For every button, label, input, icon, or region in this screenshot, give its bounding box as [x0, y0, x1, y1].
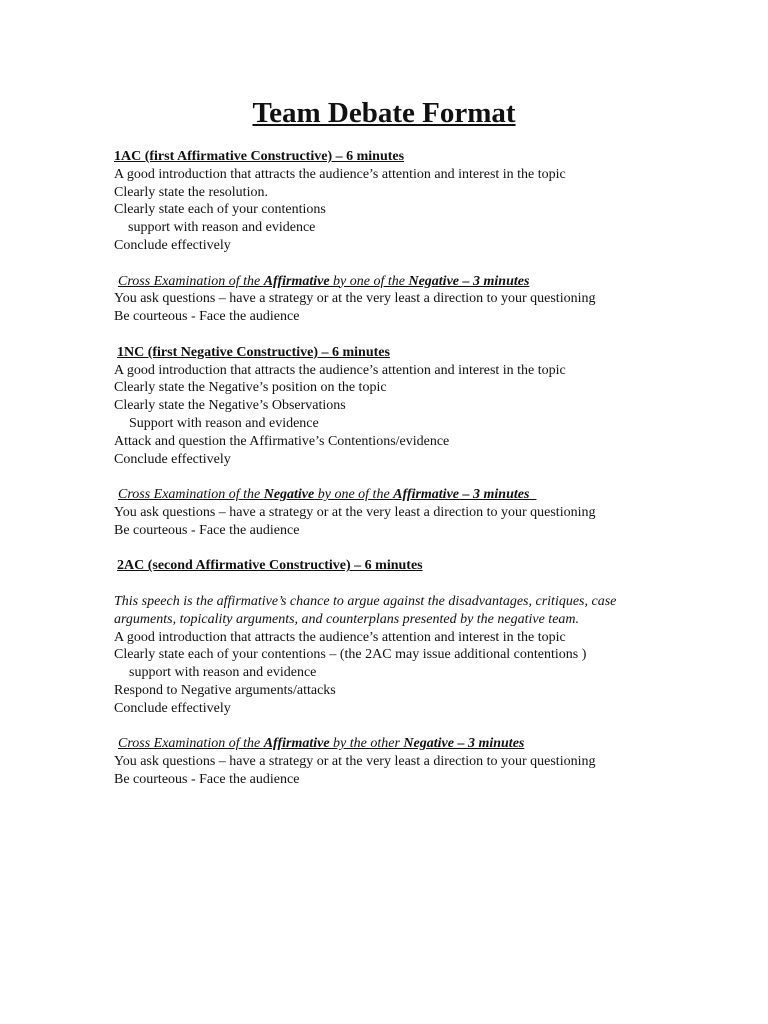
spacer [114, 718, 674, 736]
italic-note-line: This speech is the affirmative’s chance to argue against the disadvantages, critiques, case [114, 593, 617, 609]
cross-exam-heading-3 [114, 735, 674, 753]
italic-note-line: arguments, topicality arguments, and counterplans presented by the negative team. [114, 611, 580, 627]
body-line: Clearly state each of your contentions – (the 2AC may issue additional contentions ) [114, 647, 587, 663]
body-line: Be courteous - Face the audience [114, 771, 300, 787]
body-line: You ask questions – have a strategy or at the very least a direction to your questioning [114, 504, 596, 520]
section-heading-2ac: 2AC (second Affirmative Constructive) – 6 minutes [117, 558, 423, 574]
body-line: Respond to Negative arguments/attacks [114, 682, 336, 698]
body-line: Be courteous - Face the audience [114, 522, 300, 538]
body-line: A good introduction that attracts the audience’s attention and interest in the topic [114, 362, 566, 378]
body-line: Conclude effectively [114, 700, 231, 716]
cross-exam-label: Cross Examination of the Negative by one of the Affirmative – 3 minutes [118, 487, 530, 503]
section-heading-1nc: 1NC (first Negative Constructive) – 6 minutes [117, 344, 390, 360]
body-line: Clearly state the Negative’s Observations [114, 398, 346, 414]
body-line: Conclude effectively [114, 451, 231, 467]
page-title: Team Debate Format [252, 97, 516, 129]
body-line-indented: support with reason and evidence [128, 220, 316, 236]
body-line: Attack and question the Affirmative’s Contentions/evidence [114, 433, 450, 449]
cross-exam-label: Cross Examination of the Affirmative by the other Negative – 3 minutes [118, 736, 525, 752]
spacer [114, 255, 674, 273]
spacer [114, 468, 674, 486]
spacer [114, 326, 674, 344]
body-line-indented: support with reason and evidence [129, 665, 317, 681]
body-line: A good introduction that attracts the audience’s attention and interest in the topic [114, 629, 566, 645]
body-line: A good introduction that attracts the audience’s attention and interest in the topic [114, 166, 566, 182]
cross-exam-heading-1 [114, 273, 674, 291]
body-line: You ask questions – have a strategy or at the very least a direction to your questioning [114, 754, 596, 770]
spacer [114, 575, 674, 593]
body-line-indented: Support with reason and evidence [129, 415, 319, 431]
body-line: Conclude effectively [114, 237, 231, 253]
body-line: Clearly state the resolution. [114, 184, 268, 200]
body-line: You ask questions – have a strategy or at the very least a direction to your questioning [114, 291, 596, 307]
body-line: Clearly state the Negative’s position on the topic [114, 380, 387, 396]
body-line: Clearly state each of your contentions [114, 202, 326, 218]
body-line: Be courteous - Face the audience [114, 309, 300, 325]
cross-exam-label: Cross Examination of the Affirmative by one of the Negative – 3 minutes [118, 273, 530, 289]
section-heading-1ac: 1AC (first Affirmative Constructive) – 6 minutes [114, 149, 405, 164]
document-body [114, 148, 674, 789]
spacer [114, 540, 674, 558]
cross-exam-heading-2 [114, 486, 674, 504]
